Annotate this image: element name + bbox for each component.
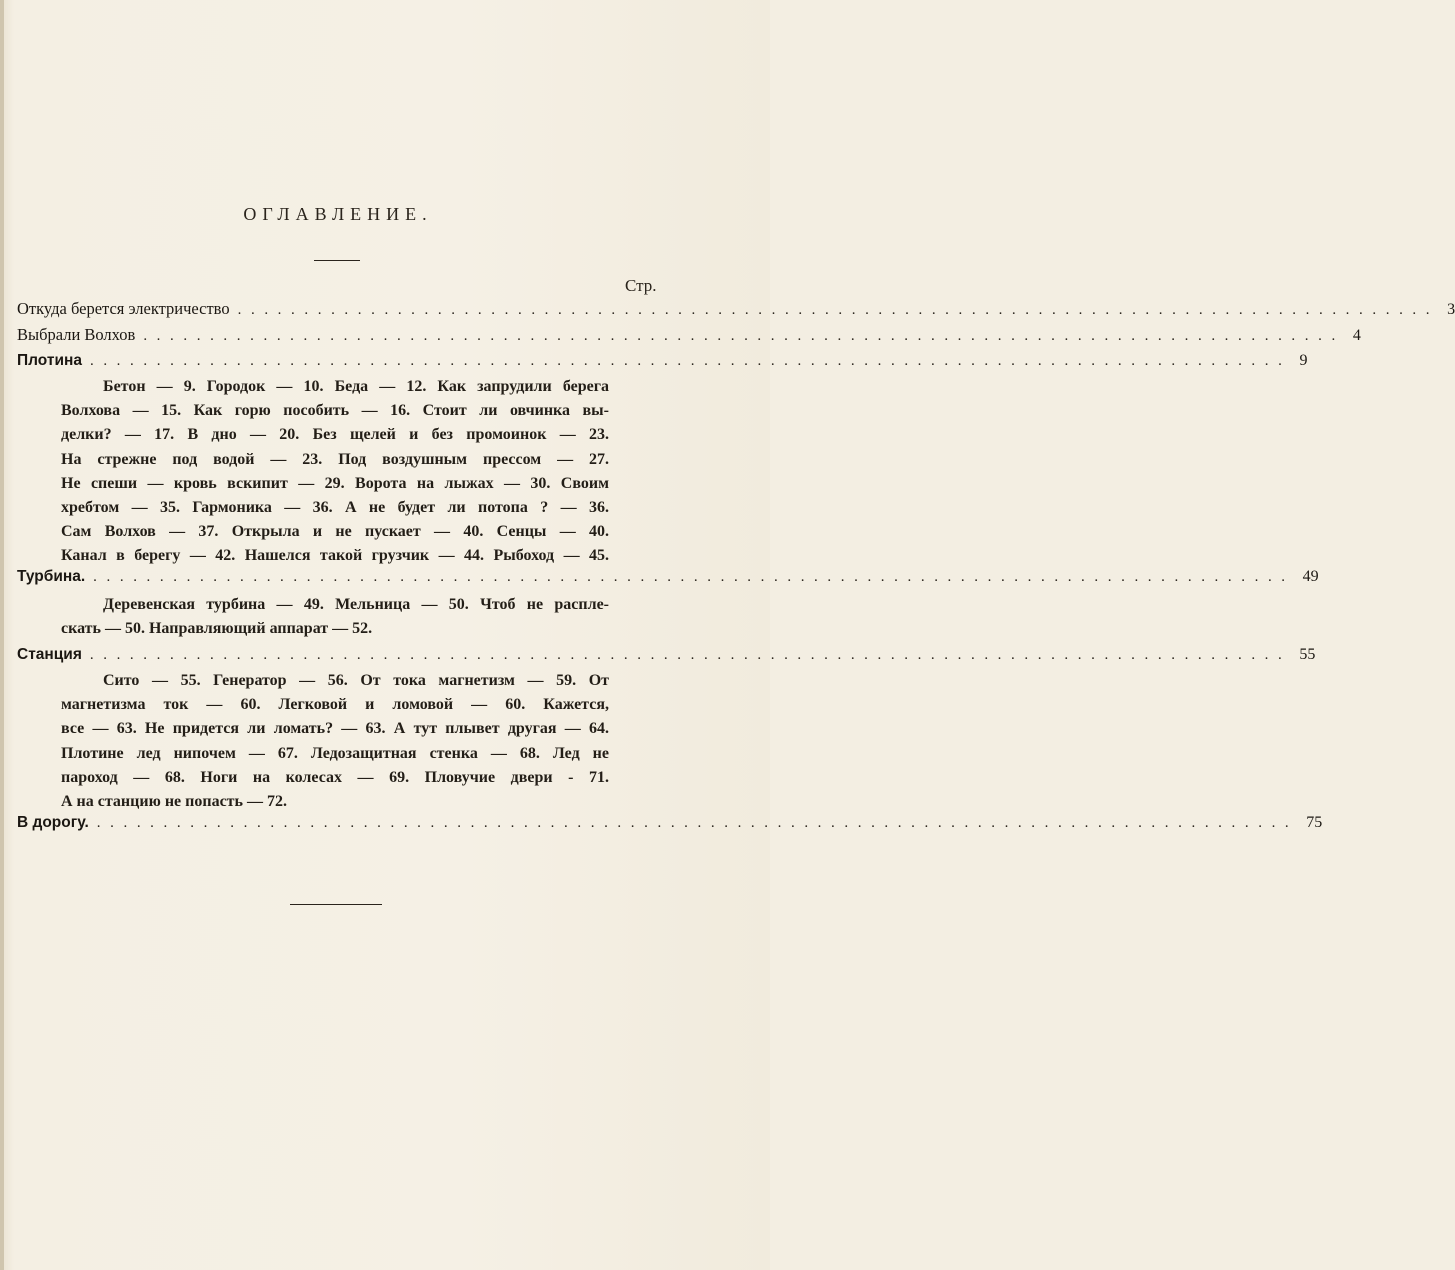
subsection-line: Не спеши — кровь вскипит — 29. Ворота на лыжах — 30. Своим: [61, 474, 609, 492]
toc-entry-page: 3: [1447, 301, 1455, 318]
subsection-line: магнетизма ток — 60. Легковой и ломовой — 60. Кажется,: [61, 696, 609, 714]
toc-entry-title: Плотина: [17, 352, 82, 369]
page-column-label: Стр.: [625, 276, 657, 295]
subsection-line: Сито — 55. Генератор — 56. От тока магнетизм — 59. От: [103, 672, 609, 689]
subsection-line: скать — 50. Направляющий аппарат — 52.: [61, 620, 373, 638]
toc-entry-title: Выбрали Волхов: [17, 325, 136, 344]
subsection-line: все — 63. Не придется ли ломать? — 63. А тут плывет другая — 64.: [61, 720, 609, 738]
toc-entry-page: 75: [1306, 814, 1323, 831]
stantsiya-subsections: [61, 669, 609, 814]
dot-leader: ..........................................................................................: [237, 302, 1440, 318]
title-divider: [314, 260, 360, 261]
toc-entry: [17, 644, 1316, 666]
toc-entry-title: Турбина.: [17, 568, 86, 585]
dot-leader: ..........................................................................................: [96, 815, 1299, 831]
dot-leader: ..........................................................................................: [89, 647, 1292, 663]
dot-leader: ..........................................................................................: [89, 353, 1292, 369]
toc-entry: [17, 350, 1308, 372]
closing-divider: [290, 904, 382, 905]
plotina-subsections: [61, 375, 609, 569]
dot-leader: ..........................................................................................: [93, 569, 1295, 585]
subsection-line: Волхова — 15. Как горю пособить — 16. Стоит ли овчинка вы-: [61, 402, 609, 420]
subsection-line: Деревенская турбина — 49. Мельница — 50. Чтоб не распле-: [103, 596, 609, 613]
toc-entry: [17, 566, 1319, 588]
toc-entry-title: В дорогу.: [17, 814, 89, 831]
toc-entry-title: Откуда берется электричество: [17, 299, 230, 318]
subsection-line: делки? — 17. В дно — 20. Без щелей и без промоинок — 23.: [61, 426, 609, 444]
toc-entry: [17, 298, 1455, 320]
dot-leader: ..........................................................................................: [143, 328, 1345, 344]
subsection-line: На стрежне под водой — 23. Под воздушным прессом — 27.: [61, 450, 609, 468]
subsection-line: Плотине лед нипочем — 67. Ледозащитная стенка — 68. Лед не: [61, 744, 609, 762]
toc-entry-page: 4: [1352, 327, 1361, 344]
toc-entry: [17, 812, 1323, 834]
subsection-line: Бетон — 9. Городок — 10. Беда — 12. Как запрудили берега: [103, 378, 609, 395]
subsection-line: Канал в берегу — 42. Нашелся такой грузчик — 44. Рыбоход — 45.: [61, 547, 609, 565]
toc-entry-title: Станция: [17, 646, 82, 663]
toc-entry-page: 9: [1299, 352, 1308, 369]
subsection-line: Сам Волхов — 37. Открыла и не пускает — 40. Сенцы — 40.: [61, 523, 609, 541]
subsection-line: пароход — 68. Ноги на колесах — 69. Пловучие двери - 71.: [61, 768, 609, 786]
page-title: ОГЛАВЛЕНИЕ.: [243, 204, 433, 224]
toc-entry-page: 55: [1299, 646, 1316, 663]
turbina-subsections: [61, 593, 609, 641]
subsection-line: А на станцию не попасть — 72.: [61, 792, 287, 810]
toc-entry: [17, 324, 1361, 346]
page-spine-edge: [0, 0, 4, 1270]
toc-entry-page: 49: [1302, 568, 1319, 585]
subsection-line: хребтом — 35. Гармоника — 36. А не будет ли потопа ? — 36.: [61, 498, 609, 516]
